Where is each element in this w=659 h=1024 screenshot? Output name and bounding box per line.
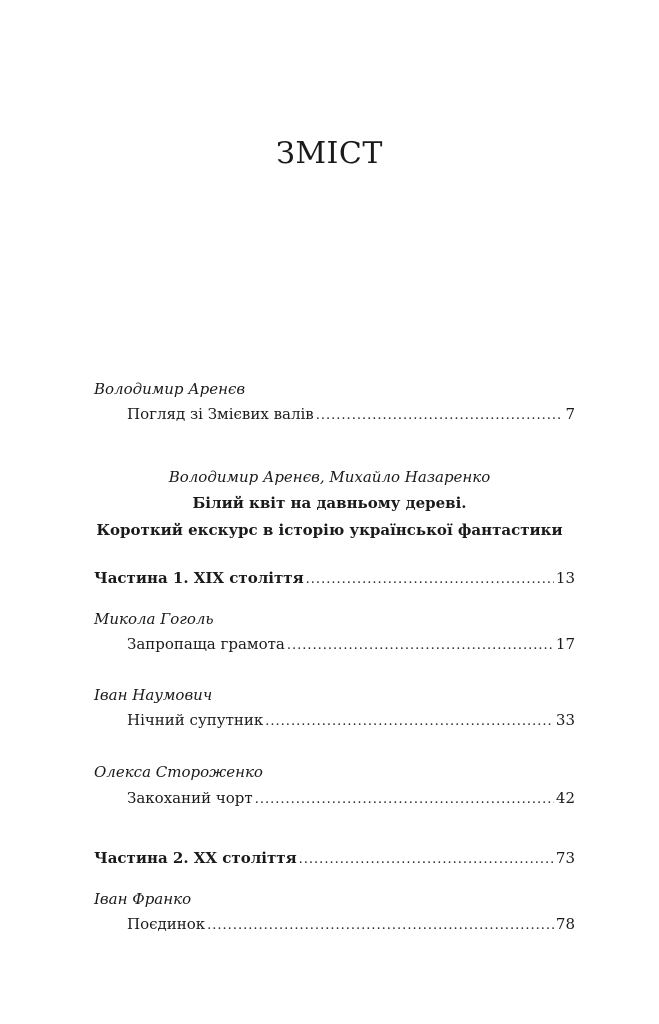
toc-entry[interactable] [127,635,575,653]
leader-dots [306,572,554,587]
toc-entry[interactable] [127,405,575,423]
toc-entry-title: Закоханий чорт [127,789,253,807]
leader-dots [255,792,554,807]
leader-dots [207,918,554,933]
leader-dots [299,852,554,867]
toc-entry-title: Нічний супутник [127,711,264,729]
essay-authors: Володимир Аренєв, Михайло Назаренко [168,468,491,486]
toc-part-2[interactable] [94,849,575,867]
leader-dots [265,714,554,729]
toc-page-number: 17 [555,635,575,653]
toc-entry-title: Погляд зі Змієвих валів [127,405,314,423]
part-title: Частина 1. ХІХ століття [94,569,304,587]
toc-page-number: 13 [555,569,575,587]
essay-title [0,490,659,544]
part-title: Частина 2. ХХ століття [94,849,297,867]
page-title: ЗМІСТ [276,136,383,171]
toc-entry[interactable] [127,789,575,807]
toc-page-number: 33 [555,711,575,729]
author-name: Володимир Аренєв [94,380,246,398]
toc-part-1[interactable] [94,569,575,587]
toc-entry-title: Поєдинок [127,915,206,933]
toc-page-number: 78 [555,915,575,933]
toc-entry[interactable] [127,711,575,729]
leader-dots [287,638,554,653]
toc-page-number: 73 [555,849,575,867]
toc-page-number: 7 [565,405,575,423]
essay-title-line2: Короткий екскурс в історію української фантастики [96,521,563,539]
toc-entry[interactable] [127,915,575,933]
author-name: Микола Гоголь [94,610,214,628]
toc-page-number: 42 [555,789,575,807]
leader-dots [316,408,564,423]
author-name: Олекса Стороженко [94,763,263,781]
author-name: Іван Франко [94,890,192,908]
toc-entry-title: Запропаща грамота [127,635,285,653]
author-name: Іван Наумович [94,686,213,704]
essay-title-line1: Білий квіт на давньому дереві. [192,494,467,512]
